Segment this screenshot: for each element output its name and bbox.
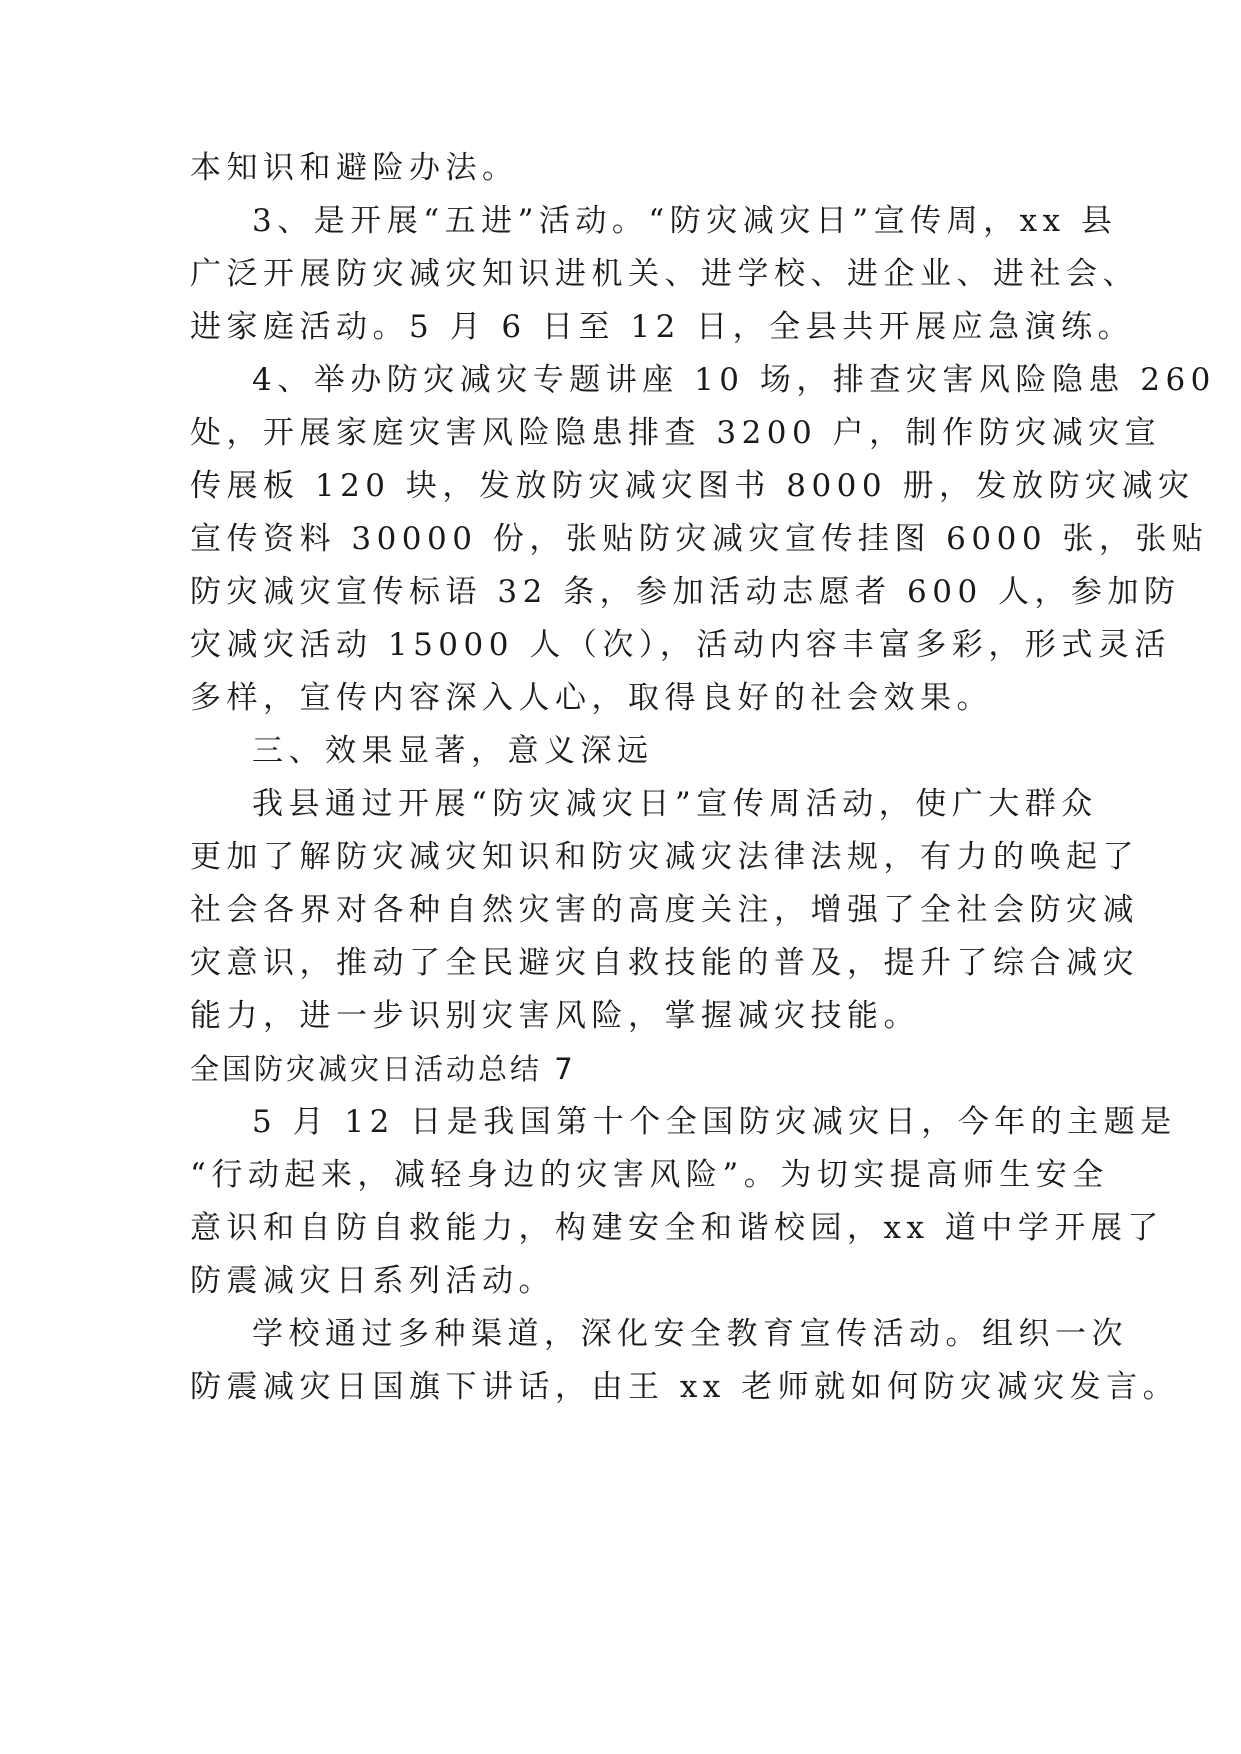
text-line: 学校通过多种渠道，深化安全教育宣传活动。组织一次: [252, 1316, 1128, 1352]
text-line: 宣传资料 30000 份，张贴防灾减灾宣传挂图 6000 张，张贴: [190, 521, 1209, 557]
text-line: 4、举办防灾减灾专题讲座 10 场，排查灾害风险隐患 260: [252, 362, 1216, 398]
text-line: 意识和自防自救能力，构建安全和谐校园，xx 道中学开展了: [190, 1210, 1164, 1246]
text-line: 防震减灾日国旗下讲话，由王 xx 老师就如何防灾减灾发言。: [190, 1369, 1180, 1405]
text-line: 灾减灾活动 15000 人（次），活动内容丰富多彩，形式灵活: [190, 627, 1171, 663]
text-line: 防灾减灾宣传标语 32 条，参加活动志愿者 600 人，参加防: [190, 574, 1181, 610]
text-line: 处，开展家庭灾害风险隐患排查 3200 户，制作防灾减灾宣: [190, 415, 1162, 451]
text-line: 更加了解防灾减灾知识和防灾减灾法律法规，有力的唤起了: [190, 839, 1139, 875]
text-line: 5 月 12 日是我国第十个全国防灾减灾日，今年的主题是: [252, 1104, 1177, 1140]
text-line: 多样，宣传内容深入人心，取得良好的社会效果。: [190, 680, 993, 716]
text-line: 防震减灾日系列活动。: [190, 1263, 555, 1299]
text-line: “行动起来，减轻身边的灾害风险”。为切实提高师生安全: [190, 1157, 1109, 1193]
article-title: 全国防灾减灾日活动总结 7: [190, 1052, 576, 1086]
text-line: 传展板 120 块，发放防灾减灾图书 8000 册，发放防灾减灾: [190, 468, 1195, 504]
text-line: 3、是开展“五进”活动。“防灾减灾日”宣传周，xx 县: [252, 203, 1118, 239]
text-line: 能力，进一步识别灾害风险，掌握减灾技能。: [190, 998, 920, 1034]
text-line: 进家庭活动。5 月 6 日至 12 日，全县共开展应急演练。: [190, 309, 1135, 345]
section-heading: 三、效果显著，意义深远: [252, 733, 654, 769]
text-line: 广泛开展防灾减灾知识进机关、进学校、进企业、进社会、: [190, 256, 1139, 292]
text-line: 我县通过开展“防灾减灾日”宣传周活动，使广大群众: [252, 786, 1098, 822]
text-line: 灾意识，推动了全民避灾自救技能的普及，提升了综合减灾: [190, 945, 1139, 981]
text-line: 社会各界对各种自然灾害的高度关注，增强了全社会防灾减: [190, 892, 1139, 928]
text-line: 本知识和避险办法。: [190, 150, 519, 186]
